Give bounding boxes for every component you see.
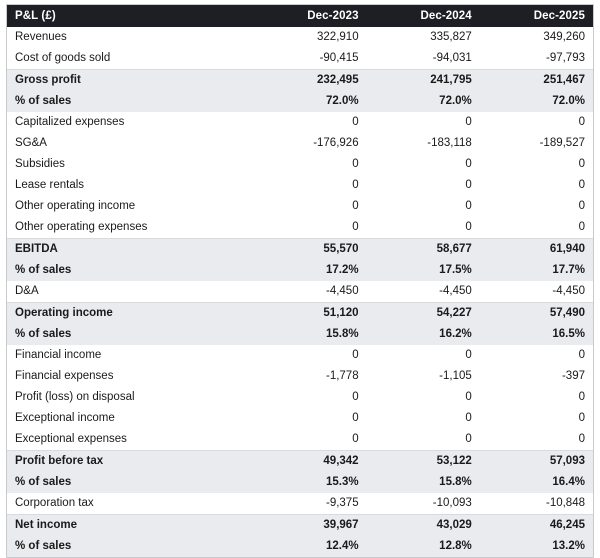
row-value-col-1: -4,450 xyxy=(253,281,366,303)
row-value-col-3: 0 xyxy=(480,112,593,133)
table-row xyxy=(7,154,593,175)
table-row xyxy=(7,324,593,345)
row-value-col-1: 49,342 xyxy=(253,451,366,473)
table-row xyxy=(7,408,593,429)
table-row xyxy=(7,48,593,70)
row-label: EBITDA xyxy=(7,239,253,261)
header-row xyxy=(7,5,593,27)
row-value-col-1: 232,495 xyxy=(253,70,366,92)
row-label: Net income xyxy=(7,515,253,537)
row-value-col-2: 12.8% xyxy=(367,536,480,557)
table-row xyxy=(7,281,593,303)
row-label: Gross profit xyxy=(7,70,253,92)
row-value-col-2: 17.5% xyxy=(367,260,480,281)
row-label: Corporation tax xyxy=(7,493,253,515)
row-value-col-1: -9,375 xyxy=(253,493,366,515)
table-row xyxy=(7,345,593,366)
row-label: Revenues xyxy=(7,27,253,48)
table-header xyxy=(7,5,593,27)
header-cell-title: P&L (£) xyxy=(7,5,253,27)
row-value-col-3: 16.5% xyxy=(480,324,593,345)
row-value-col-3: 72.0% xyxy=(480,91,593,112)
row-label: Lease rentals xyxy=(7,175,253,196)
row-value-col-1: 51,120 xyxy=(253,303,366,325)
table-row xyxy=(7,133,593,154)
row-value-col-3: 16.4% xyxy=(480,472,593,493)
row-value-col-1: 0 xyxy=(253,429,366,451)
table-row xyxy=(7,472,593,493)
table-row xyxy=(7,260,593,281)
row-value-col-2: 58,677 xyxy=(367,239,480,261)
row-value-col-3: 349,260 xyxy=(480,27,593,48)
row-value-col-3: -97,793 xyxy=(480,48,593,70)
row-value-col-3: 0 xyxy=(480,408,593,429)
row-value-col-3: -189,527 xyxy=(480,133,593,154)
row-value-col-2: 15.8% xyxy=(367,472,480,493)
row-label: Profit (loss) on disposal xyxy=(7,387,253,408)
row-value-col-3: -4,450 xyxy=(480,281,593,303)
row-label: % of sales xyxy=(7,536,253,557)
row-value-col-3: 13.2% xyxy=(480,536,593,557)
row-value-col-2: 0 xyxy=(367,345,480,366)
row-value-col-1: 15.3% xyxy=(253,472,366,493)
table-row xyxy=(7,387,593,408)
row-label: Exceptional expenses xyxy=(7,429,253,451)
row-value-col-1: 0 xyxy=(253,154,366,175)
row-value-col-2: 0 xyxy=(367,217,480,239)
row-label: % of sales xyxy=(7,91,253,112)
row-label: Other operating income xyxy=(7,196,253,217)
row-label: Cost of goods sold xyxy=(7,48,253,70)
row-value-col-2: -1,105 xyxy=(367,366,480,387)
row-value-col-1: 0 xyxy=(253,345,366,366)
row-value-col-3: 61,940 xyxy=(480,239,593,261)
header-cell-dec-2023: Dec-2023 xyxy=(253,5,366,27)
row-label: Profit before tax xyxy=(7,451,253,473)
row-value-col-2: -4,450 xyxy=(367,281,480,303)
row-value-col-2: 53,122 xyxy=(367,451,480,473)
row-label: Subsidies xyxy=(7,154,253,175)
table-row xyxy=(7,175,593,196)
row-value-col-3: -10,848 xyxy=(480,493,593,515)
row-value-col-3: 17.7% xyxy=(480,260,593,281)
row-value-col-1: 12.4% xyxy=(253,536,366,557)
table-row xyxy=(7,366,593,387)
row-value-col-1: -90,415 xyxy=(253,48,366,70)
table-row xyxy=(7,515,593,537)
row-value-col-3: -397 xyxy=(480,366,593,387)
row-value-col-2: 0 xyxy=(367,154,480,175)
table-row xyxy=(7,27,593,48)
table-row xyxy=(7,112,593,133)
row-value-col-1: 39,967 xyxy=(253,515,366,537)
table-body xyxy=(7,27,593,557)
row-label: SG&A xyxy=(7,133,253,154)
row-value-col-3: 0 xyxy=(480,345,593,366)
row-value-col-1: -1,778 xyxy=(253,366,366,387)
row-label: % of sales xyxy=(7,472,253,493)
table-row xyxy=(7,217,593,239)
row-label: % of sales xyxy=(7,324,253,345)
row-value-col-1: 15.8% xyxy=(253,324,366,345)
row-value-col-3: 0 xyxy=(480,387,593,408)
row-value-col-1: -176,926 xyxy=(253,133,366,154)
row-value-col-3: 57,490 xyxy=(480,303,593,325)
row-value-col-2: 241,795 xyxy=(367,70,480,92)
header-cell-dec-2024: Dec-2024 xyxy=(367,5,480,27)
table-row xyxy=(7,429,593,451)
row-value-col-1: 0 xyxy=(253,387,366,408)
pnl-table xyxy=(7,5,593,557)
row-value-col-2: 43,029 xyxy=(367,515,480,537)
row-value-col-2: -10,093 xyxy=(367,493,480,515)
row-value-col-2: -94,031 xyxy=(367,48,480,70)
table-row xyxy=(7,303,593,325)
table-row xyxy=(7,451,593,473)
table-row xyxy=(7,493,593,515)
row-label: Operating income xyxy=(7,303,253,325)
table-row xyxy=(7,70,593,92)
row-label: Capitalized expenses xyxy=(7,112,253,133)
table-row xyxy=(7,91,593,112)
row-value-col-2: 0 xyxy=(367,387,480,408)
row-value-col-3: 0 xyxy=(480,175,593,196)
row-value-col-2: 0 xyxy=(367,175,480,196)
row-value-col-3: 0 xyxy=(480,429,593,451)
row-label: Financial income xyxy=(7,345,253,366)
row-value-col-1: 0 xyxy=(253,196,366,217)
row-value-col-3: 0 xyxy=(480,154,593,175)
row-value-col-3: 0 xyxy=(480,217,593,239)
row-value-col-2: 0 xyxy=(367,429,480,451)
row-value-col-2: 0 xyxy=(367,408,480,429)
row-value-col-2: -183,118 xyxy=(367,133,480,154)
row-value-col-1: 0 xyxy=(253,112,366,133)
row-label: Financial expenses xyxy=(7,366,253,387)
row-label: Exceptional income xyxy=(7,408,253,429)
row-value-col-2: 335,827 xyxy=(367,27,480,48)
row-value-col-1: 322,910 xyxy=(253,27,366,48)
table-row xyxy=(7,196,593,217)
row-label: D&A xyxy=(7,281,253,303)
table-row xyxy=(7,239,593,261)
row-value-col-1: 55,570 xyxy=(253,239,366,261)
row-value-col-2: 0 xyxy=(367,112,480,133)
row-value-col-3: 57,093 xyxy=(480,451,593,473)
row-value-col-2: 0 xyxy=(367,196,480,217)
row-value-col-1: 17.2% xyxy=(253,260,366,281)
row-label: Other operating expenses xyxy=(7,217,253,239)
header-cell-dec-2025: Dec-2025 xyxy=(480,5,593,27)
row-value-col-1: 72.0% xyxy=(253,91,366,112)
row-value-col-3: 46,245 xyxy=(480,515,593,537)
row-value-col-1: 0 xyxy=(253,408,366,429)
row-value-col-2: 16.2% xyxy=(367,324,480,345)
row-value-col-1: 0 xyxy=(253,175,366,196)
row-value-col-2: 54,227 xyxy=(367,303,480,325)
row-value-col-1: 0 xyxy=(253,217,366,239)
pnl-table-frame xyxy=(6,4,594,558)
row-value-col-3: 0 xyxy=(480,196,593,217)
row-label: % of sales xyxy=(7,260,253,281)
table-row xyxy=(7,536,593,557)
row-value-col-2: 72.0% xyxy=(367,91,480,112)
row-value-col-3: 251,467 xyxy=(480,70,593,92)
